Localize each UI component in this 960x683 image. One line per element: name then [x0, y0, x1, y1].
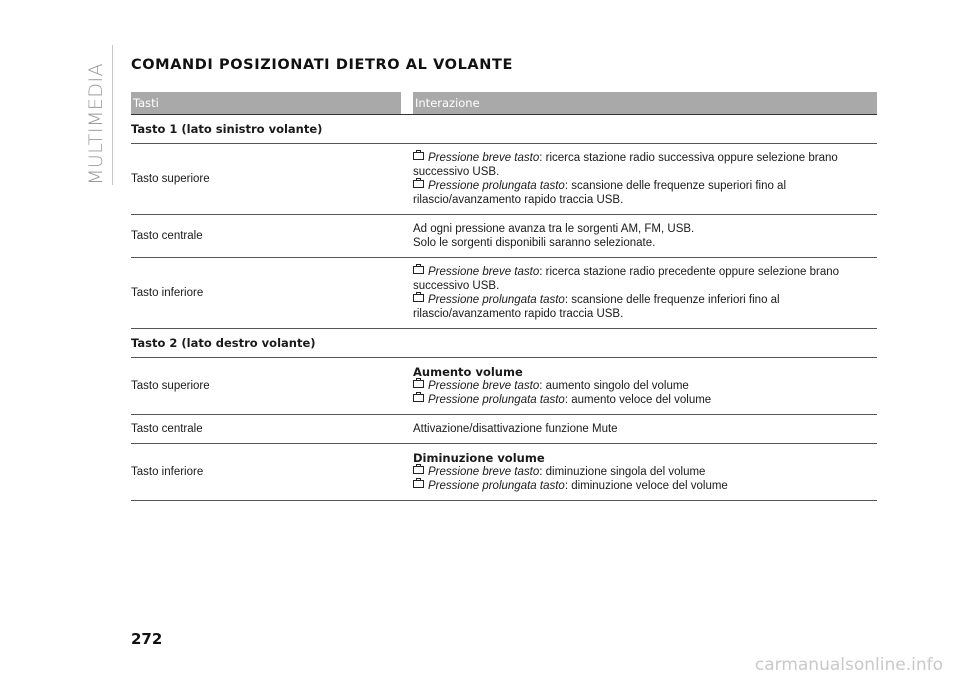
press-type: Pressione prolungata tasto — [428, 294, 565, 306]
header-interaction: Interazione — [415, 96, 480, 110]
interaction-text: : ricerca stazione radio successiva oppure selezione brano successivo USB. — [413, 152, 838, 178]
interaction-line — [413, 151, 877, 179]
press-type: Pressione prolungata tasto — [428, 480, 565, 492]
key-name: Tasto centrale — [131, 423, 203, 435]
interaction-text: : scansione delle frequenze superiori fino al rilascio/avanzamento rapido traccia USB. — [413, 180, 787, 206]
header-keys: Tasti — [133, 96, 159, 110]
interaction-line — [413, 236, 877, 250]
table-row — [131, 444, 877, 501]
watermark: carmanualsonline.info — [754, 655, 943, 675]
button-press-icon — [413, 380, 424, 388]
interaction-line — [413, 265, 877, 293]
interaction-cell — [413, 415, 877, 443]
interaction-line — [413, 422, 877, 436]
interaction-text: Ad ogni pressione avanza tra le sorgenti AM, FM, USB. — [413, 223, 695, 235]
interaction-line — [413, 222, 877, 236]
press-type: Pressione breve tasto — [428, 266, 540, 278]
side-tab-label: MULTIMEDIA — [85, 62, 107, 185]
interaction-text: : aumento singolo del volume — [539, 380, 689, 392]
key-name: Tasto centrale — [131, 230, 203, 242]
press-type: Pressione prolungata tasto — [428, 394, 565, 406]
press-type: Pressione prolungata tasto — [428, 180, 565, 192]
table-row — [131, 358, 877, 415]
interaction-heading: Diminuzione volume — [413, 451, 545, 465]
table-row — [131, 415, 877, 444]
page-title: COMANDI POSIZIONATI DIETRO AL VOLANTE — [131, 57, 513, 73]
button-press-icon — [413, 266, 424, 274]
button-press-icon — [413, 480, 424, 488]
key-name: Tasto superiore — [131, 173, 210, 185]
interaction-text: : scansione delle frequenze inferiori fino al rilascio/avanzamento rapido traccia USB. — [413, 294, 780, 320]
key-name: Tasto superiore — [131, 380, 210, 392]
button-press-icon — [413, 394, 424, 402]
table-row — [131, 144, 877, 215]
button-press-icon — [413, 466, 424, 474]
interaction-cell — [413, 215, 877, 257]
key-name: Tasto inferiore — [131, 287, 204, 299]
interaction-text: : diminuzione veloce del volume — [564, 480, 728, 492]
interaction-text: : ricerca stazione radio precedente oppure selezione brano successivo USB. — [413, 266, 840, 292]
interaction-line — [413, 179, 877, 207]
side-divider — [112, 45, 113, 185]
press-type: Pressione breve tasto — [428, 380, 540, 392]
interaction-line — [413, 293, 877, 321]
side-tab — [83, 60, 113, 185]
section-title: Tasto 1 (lato sinistro volante) — [131, 115, 877, 144]
interaction-line — [413, 479, 877, 493]
interaction-line — [413, 379, 877, 393]
interaction-text: : aumento veloce del volume — [564, 394, 712, 406]
table-row — [131, 258, 877, 329]
interaction-text: Solo le sorgenti disponibili saranno selezionate. — [413, 237, 656, 249]
interaction-text: Attivazione/disattivazione funzione Mute — [413, 423, 618, 435]
interaction-line — [413, 465, 877, 479]
interaction-cell — [413, 358, 877, 414]
press-type: Pressione breve tasto — [428, 152, 540, 164]
button-press-icon — [413, 180, 424, 188]
page-number: 272 — [131, 630, 163, 648]
interaction-cell — [413, 144, 877, 214]
table-body — [131, 115, 877, 501]
interaction-text: : diminuzione singola del volume — [539, 466, 706, 478]
interaction-cell — [413, 444, 877, 500]
interaction-cell — [413, 258, 877, 328]
button-press-icon — [413, 294, 424, 302]
table-header — [131, 92, 877, 115]
table-row — [131, 215, 877, 258]
button-press-icon — [413, 152, 424, 160]
press-type: Pressione breve tasto — [428, 466, 540, 478]
section-title: Tasto 2 (lato destro volante) — [131, 329, 877, 358]
key-name: Tasto inferiore — [131, 466, 204, 478]
controls-table — [131, 92, 877, 501]
interaction-heading: Aumento volume — [413, 365, 523, 379]
interaction-line — [413, 393, 877, 407]
